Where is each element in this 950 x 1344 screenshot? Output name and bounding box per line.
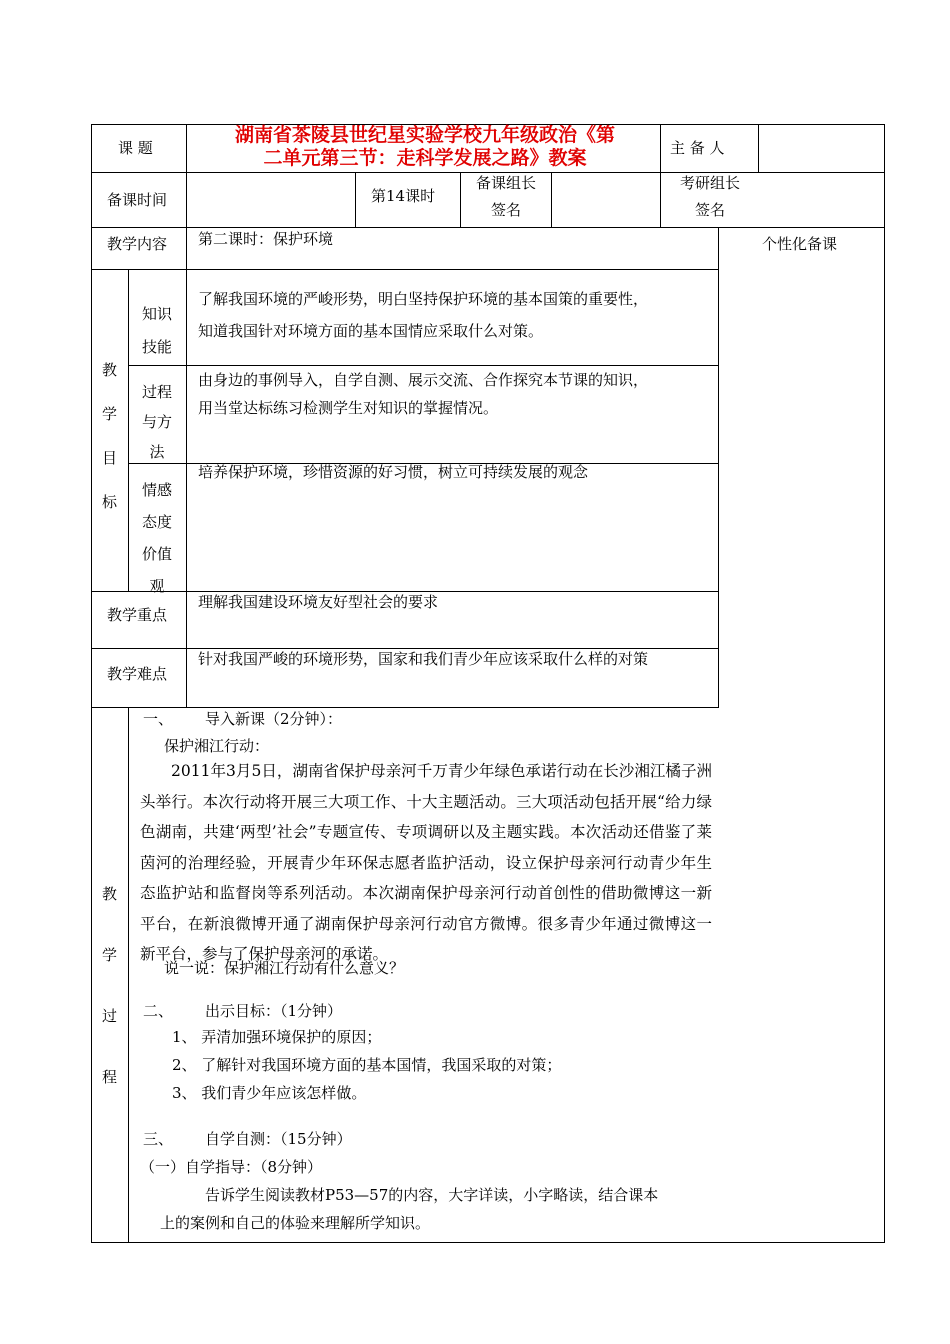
- group-leader-sign-label: [460, 170, 552, 224]
- emotion-label-line-3: 价值: [141, 545, 172, 563]
- objectives-char-1: 教: [101, 361, 117, 379]
- emotion-label-line-1: 情感: [141, 481, 172, 499]
- emotion-label-line-4: 观: [149, 577, 165, 595]
- teaching-content-label: 教学内容: [107, 235, 168, 253]
- research-leader-sign-label: [662, 170, 758, 224]
- section-2-number: 二、: [143, 1002, 174, 1020]
- knowledge-text-line-2: 知道我国针对环境方面的基本国情应采取什么对策。: [198, 322, 544, 340]
- group-leader-sign-line-2: 签名: [490, 201, 521, 219]
- section-3-subtitle: （一）自学指导：（8分钟）: [140, 1158, 323, 1176]
- section-3-title: 自学自测：（15分钟）: [205, 1130, 352, 1148]
- key-point-label: 教学重点: [107, 606, 168, 624]
- process-label-line-3: 法: [149, 443, 165, 461]
- process-section-label: [91, 864, 128, 1108]
- process-label-line-2: 与方: [141, 413, 172, 431]
- difficulty-label: 教学难点: [107, 665, 168, 683]
- section-3-paragraph-line-1: 告诉学生阅读教材P53—57的内容，大字详读，小字略读，结合课本: [205, 1186, 659, 1204]
- preparer-label: 主 备 人: [670, 139, 725, 157]
- section-1-paragraph: 2011年3月5日，湖南省保护母亲河千万青少年绿色承诺行动在长沙湘江橘子洲头举行。本次行动将开展三大项工作、十大主题活动。三大项活动包括开展“给力绿色湖南，共建‘两型’社会”专题宣传、专项调研以及主题实践。本次活动还借鉴了莱茵河的治理经验，开展青少年环保志愿者监护活动，设立保护母亲河行动青少年生态监护站和监督岗等系列活动。本次湖南保护母亲河行动首创性的借助微博这一新平台，在新浪微博开通了湖南保护母亲河行动官方微博。很多青少年通过微博这一新平台，参与了保护母亲河的承诺。: [140, 762, 712, 963]
- teaching-content-value: 第二课时：保护环境: [198, 230, 334, 248]
- emotion-values-label: [128, 474, 186, 602]
- section-1-number: 一、: [143, 710, 174, 728]
- title-line-2: 二单元第三节：走科学发展之路》教案: [263, 147, 587, 169]
- goal-item-1: 1、 弄清加强环境保护的原因；: [172, 1028, 382, 1046]
- research-leader-sign-line-2: 签名: [694, 201, 725, 219]
- process-char-3: 过: [101, 1007, 117, 1025]
- knowledge-label-line-2: 技能: [141, 338, 172, 356]
- knowledge-text-line-1: 了解我国环境的严峻形势，明白坚持保护环境的基本国策的重要性，: [198, 290, 649, 308]
- group-leader-sign-line-1: 备课组长: [475, 174, 536, 192]
- section-2-title: 出示目标：（1分钟）: [205, 1002, 343, 1020]
- topic-label: 课 题: [118, 139, 153, 157]
- research-leader-sign-line-1: 考研组长: [679, 174, 740, 192]
- goal-item-3: 3、 我们青少年应该怎样做。: [172, 1084, 367, 1102]
- process-char-1: 教: [101, 885, 117, 903]
- process-text-line-1: 由身边的事例导入，自学自测、展示交流、合作探究本节课的知识，: [198, 371, 649, 389]
- objectives-char-3: 目: [101, 449, 117, 467]
- goal-item-2: 2、 了解针对我国环境方面的基本国情，我国采取的对策；: [172, 1056, 562, 1074]
- process-label-line-1: 过程: [141, 383, 172, 401]
- process-method-text: [198, 366, 648, 422]
- personal-prep-label: 个性化备课: [762, 235, 838, 253]
- knowledge-label: [128, 298, 186, 364]
- process-char-4: 程: [101, 1068, 117, 1086]
- process-char-2: 学: [101, 946, 117, 964]
- title-line-1: 湖南省茶陵县世纪星实验学校九年级政治《第: [234, 124, 615, 146]
- section-1-question: 说一说：保护湘江行动有什么意义？: [164, 959, 405, 977]
- process-text-line-2: 用当堂达标练习检测学生对知识的掌握情况。: [198, 399, 499, 417]
- difficulty-text: 针对我国严峻的环境形势，国家和我们青少年应该采取什么样的对策: [198, 650, 649, 668]
- period-label: 第14课时: [371, 187, 436, 205]
- knowledge-label-line-1: 知识: [141, 305, 172, 323]
- objectives-char-4: 标: [101, 493, 117, 511]
- emotion-values-text: 培养保护环境，珍惜资源的好习惯，树立可持续发展的观念: [198, 463, 589, 481]
- objectives-char-2: 学: [101, 405, 117, 423]
- knowledge-text: [198, 283, 648, 347]
- document-title: [190, 124, 660, 170]
- section-3-number: 三、: [143, 1130, 174, 1148]
- section-1-subtitle: 保护湘江行动：: [164, 737, 270, 755]
- section-3-paragraph-line-2: 上的案例和自己的体验来理解所学知识。: [160, 1214, 431, 1232]
- emotion-label-line-2: 态度: [141, 513, 172, 531]
- process-method-label: [128, 377, 186, 467]
- objectives-group-label: [91, 348, 128, 524]
- key-point-text: 理解我国建设环境友好型社会的要求: [198, 593, 439, 611]
- prep-time-label: 备课时间: [107, 191, 168, 209]
- section-1-title: 导入新课（2分钟）：: [205, 710, 343, 728]
